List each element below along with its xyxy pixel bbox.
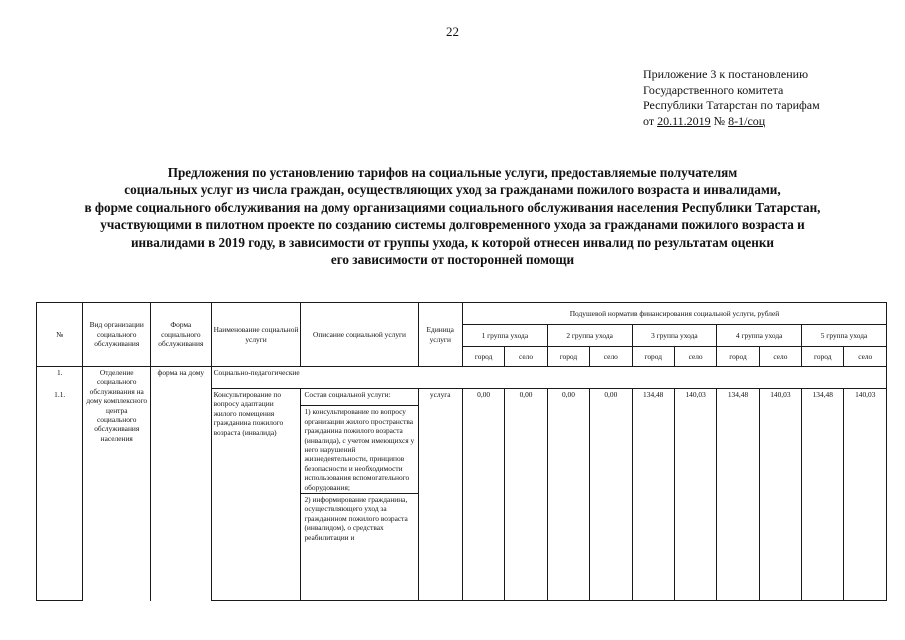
description-item: 2) информирование гражданина, осуществляющего уход за гражданином пожилого возраста (инвалидом), о средствах реабилитации и bbox=[301, 493, 417, 543]
section-row bbox=[37, 367, 887, 389]
appendix-date: 20.11.2019 bbox=[657, 113, 711, 128]
value-cell: 0,00 bbox=[505, 389, 547, 601]
document-title bbox=[20, 164, 885, 268]
appendix-date-line bbox=[643, 114, 898, 130]
header-description: Описание социальной услуги bbox=[301, 303, 418, 367]
header-village: село bbox=[759, 347, 801, 367]
value-cell: 134,48 bbox=[632, 389, 674, 601]
appendix-line: Приложение 3 к постановлению bbox=[643, 67, 809, 81]
header-group-1: 1 группа ухода bbox=[462, 325, 547, 347]
header-city: город bbox=[547, 347, 589, 367]
header-org-type: Вид организации социального обслуживания bbox=[83, 303, 151, 367]
header-village: село bbox=[844, 347, 887, 367]
description-item: 1) консультирование по вопросу организации жилого пространства гражданина пожилого возраста (инвалида), с учетом имеющихся у него нарушений жизнедеятельности, принципов безопасности и необходимости использования вспомогательного оборудования; bbox=[301, 405, 417, 493]
header-no: № bbox=[37, 303, 83, 367]
row-description bbox=[301, 389, 418, 601]
title-line: участвующими в пилотном проекте по созданию системы долговременного ухода за гражданами пожилого возраста и bbox=[100, 217, 805, 233]
row-unit: услуга bbox=[418, 389, 462, 601]
header-row bbox=[37, 303, 887, 325]
appendix-number: 8-1/соц bbox=[728, 113, 766, 128]
value-cell: 0,00 bbox=[547, 389, 589, 601]
row-service-name: Консультирование по вопросу адаптации жилого помещения гражданина пожилого возраста (инвалида) bbox=[211, 389, 301, 601]
value-cell: 0,00 bbox=[590, 389, 632, 601]
header-form: Форма социального обслуживания bbox=[151, 303, 212, 367]
value-cell: 140,03 bbox=[759, 389, 801, 601]
title-line: Предложения по установлению тарифов на социальные услуги, предоставляемые получателям bbox=[167, 165, 738, 180]
appendix-line: Государственного комитета bbox=[643, 82, 784, 97]
header-village: село bbox=[674, 347, 716, 367]
header-village: село bbox=[590, 347, 632, 367]
value-cell: 134,48 bbox=[717, 389, 759, 601]
header-service-name: Наименование социальной услуги bbox=[211, 303, 301, 367]
appendix-number-sign: № bbox=[710, 113, 729, 128]
header-village: село bbox=[505, 347, 547, 367]
tariff-table bbox=[36, 302, 887, 601]
value-cell: 140,03 bbox=[844, 389, 887, 601]
description-head: Состав социальной услуги: bbox=[304, 390, 391, 399]
title-line: инвалидами в 2019 году, в зависимости от группы ухода, к которой отнесен инвалид по результатам оценки bbox=[130, 234, 775, 250]
header-norm: Подушевой норматив финансирования социальной услуги, рублей bbox=[462, 303, 886, 325]
row-no: 1.1. bbox=[37, 389, 83, 601]
header-group-2: 2 группа ухода bbox=[547, 325, 632, 347]
title-line: в форме социального обслуживания на дому организациями социального обслуживания населения Республики Татарстан, bbox=[84, 199, 821, 215]
header-unit: Единица услуги bbox=[418, 303, 462, 367]
appendix-line: Республики Татарстан по тарифам bbox=[643, 98, 820, 112]
header-group-4: 4 группа ухода bbox=[717, 325, 802, 347]
appendix-prefix: от bbox=[643, 113, 658, 128]
section-title: Социально-педагогические bbox=[211, 367, 886, 389]
header-group-5: 5 группа ухода bbox=[802, 325, 887, 347]
section-form: форма на дому bbox=[151, 367, 212, 601]
value-cell: 0,00 bbox=[462, 389, 504, 601]
section-org-type: Отделение социального обслуживания на дому комплексного центра социального обслуживания населения bbox=[83, 367, 151, 601]
value-cell: 134,48 bbox=[802, 389, 844, 601]
header-city: город bbox=[802, 347, 844, 367]
header-group-3: 3 группа ухода bbox=[632, 325, 717, 347]
header-city: город bbox=[462, 347, 504, 367]
title-line: его зависимости от посторонней помощи bbox=[330, 252, 575, 268]
appendix-header bbox=[643, 67, 898, 129]
header-city: город bbox=[632, 347, 674, 367]
value-cell: 140,03 bbox=[674, 389, 716, 601]
header-city: город bbox=[717, 347, 759, 367]
section-no: 1. bbox=[37, 367, 83, 389]
title-line: социальных услуг из числа граждан, осуществляющих уход за гражданами пожилого возраста и инвалидами, bbox=[124, 182, 781, 198]
page-number: 22 bbox=[446, 24, 459, 39]
